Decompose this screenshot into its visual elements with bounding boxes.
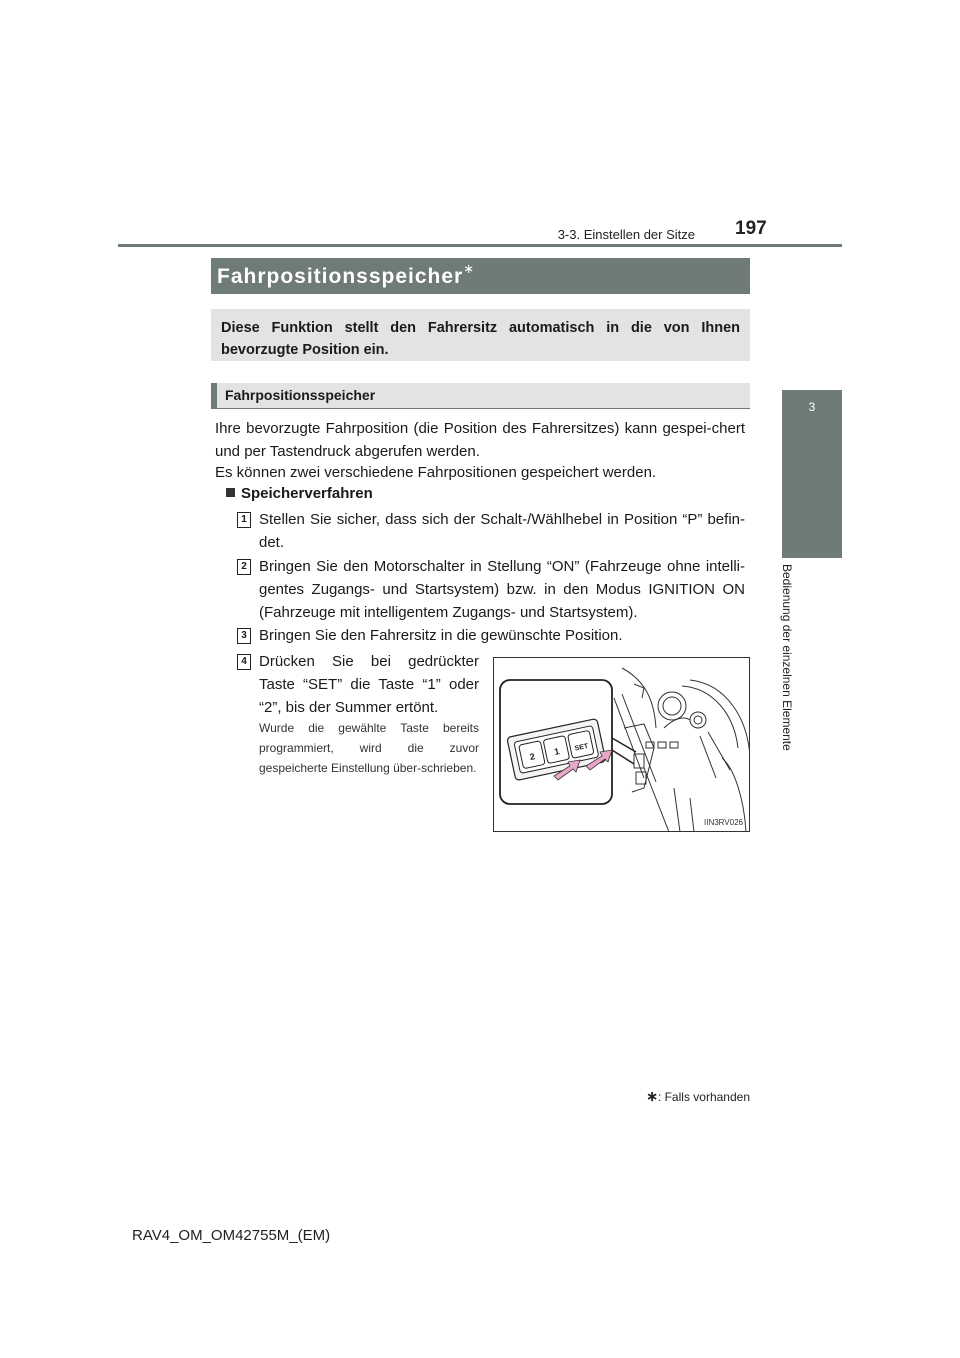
intro-box: Diese Funktion stellt den Fahrersitz automatisch in die von Ihnen bevorzugte Position ein. [211, 309, 750, 361]
step-number: 2 [237, 559, 251, 575]
chapter-title-vertical [782, 564, 806, 774]
page-title [211, 258, 750, 294]
subheading-rule [211, 408, 750, 409]
paragraph: Es können zwei verschiedene Fahrpositionen gespeichert werden. [215, 464, 657, 481]
step-text: Drücken Sie bei gedrückter Taste “SET” die Taste “1” oder “2”, bis der Summer ertönt. [259, 653, 479, 716]
document-code-footer: RAV4_OM_OM42755M_(EM) [132, 1227, 331, 1244]
header-divider [118, 244, 842, 247]
step-number: 1 [237, 512, 251, 528]
press-arrow-icon [554, 760, 580, 780]
memory-button-1: 1 [553, 746, 561, 757]
memory-switch-illustration [493, 657, 750, 832]
footnote-star: ∗ [646, 1088, 658, 1104]
step-number: 4 [237, 654, 251, 670]
paragraph: Ihre bevorzugte Fahrposition (die Position des Fahrersitzes) kann gespei-chert und per Tastendruck abgerufen werden. [215, 420, 745, 460]
memory-button-2: 2 [528, 751, 536, 763]
running-header-section: 3-3. Einstellen der Sitze [557, 227, 695, 242]
chapter-tab[interactable] [782, 390, 842, 558]
footnote-text: : Falls vorhanden [657, 1090, 750, 1104]
footnote [560, 1088, 750, 1105]
press-arrow-icon [586, 750, 612, 770]
square-bullet-icon [226, 488, 235, 497]
step-text: Bringen Sie den Fahrersitz in die gewünschte Position. [259, 627, 623, 644]
title-footnote-marker: ∗ [463, 261, 476, 276]
chapter-title-text: Bedienung der einzelnen Elemente [780, 564, 794, 751]
step-text: Bringen Sie den Motorschalter in Stellung “ON” (Fahrzeuge ohne intelli-gentes Zugangs- und Startsystem) bzw. in den Modus IGNITION ON (Fahrzeuge mit intelligentem Zugangs- und Startsystem). [259, 558, 745, 621]
step-number: 3 [237, 628, 251, 644]
set-button: SET [574, 742, 589, 753]
memory-buttons-overlay [494, 658, 750, 832]
figure-code: IIN3RV026 [704, 818, 743, 827]
page-title-text: Fahrpositionsspeicher [217, 265, 464, 288]
page-number: 197 [735, 218, 767, 239]
procedure-label: Speicherverfahren [241, 485, 373, 502]
step-text: Stellen Sie sicher, dass sich der Schalt-/Wählhebel in Position “P” befin-det. [259, 511, 745, 551]
procedure-heading [226, 485, 373, 502]
chapter-number: 3 [808, 400, 816, 414]
subheading: Fahrpositionsspeicher [211, 383, 750, 409]
step-note: Wurde die gewählte Taste bereits programmiert, wird die zuvor gespeicherte Einstellung über-schrieben. [259, 721, 479, 775]
